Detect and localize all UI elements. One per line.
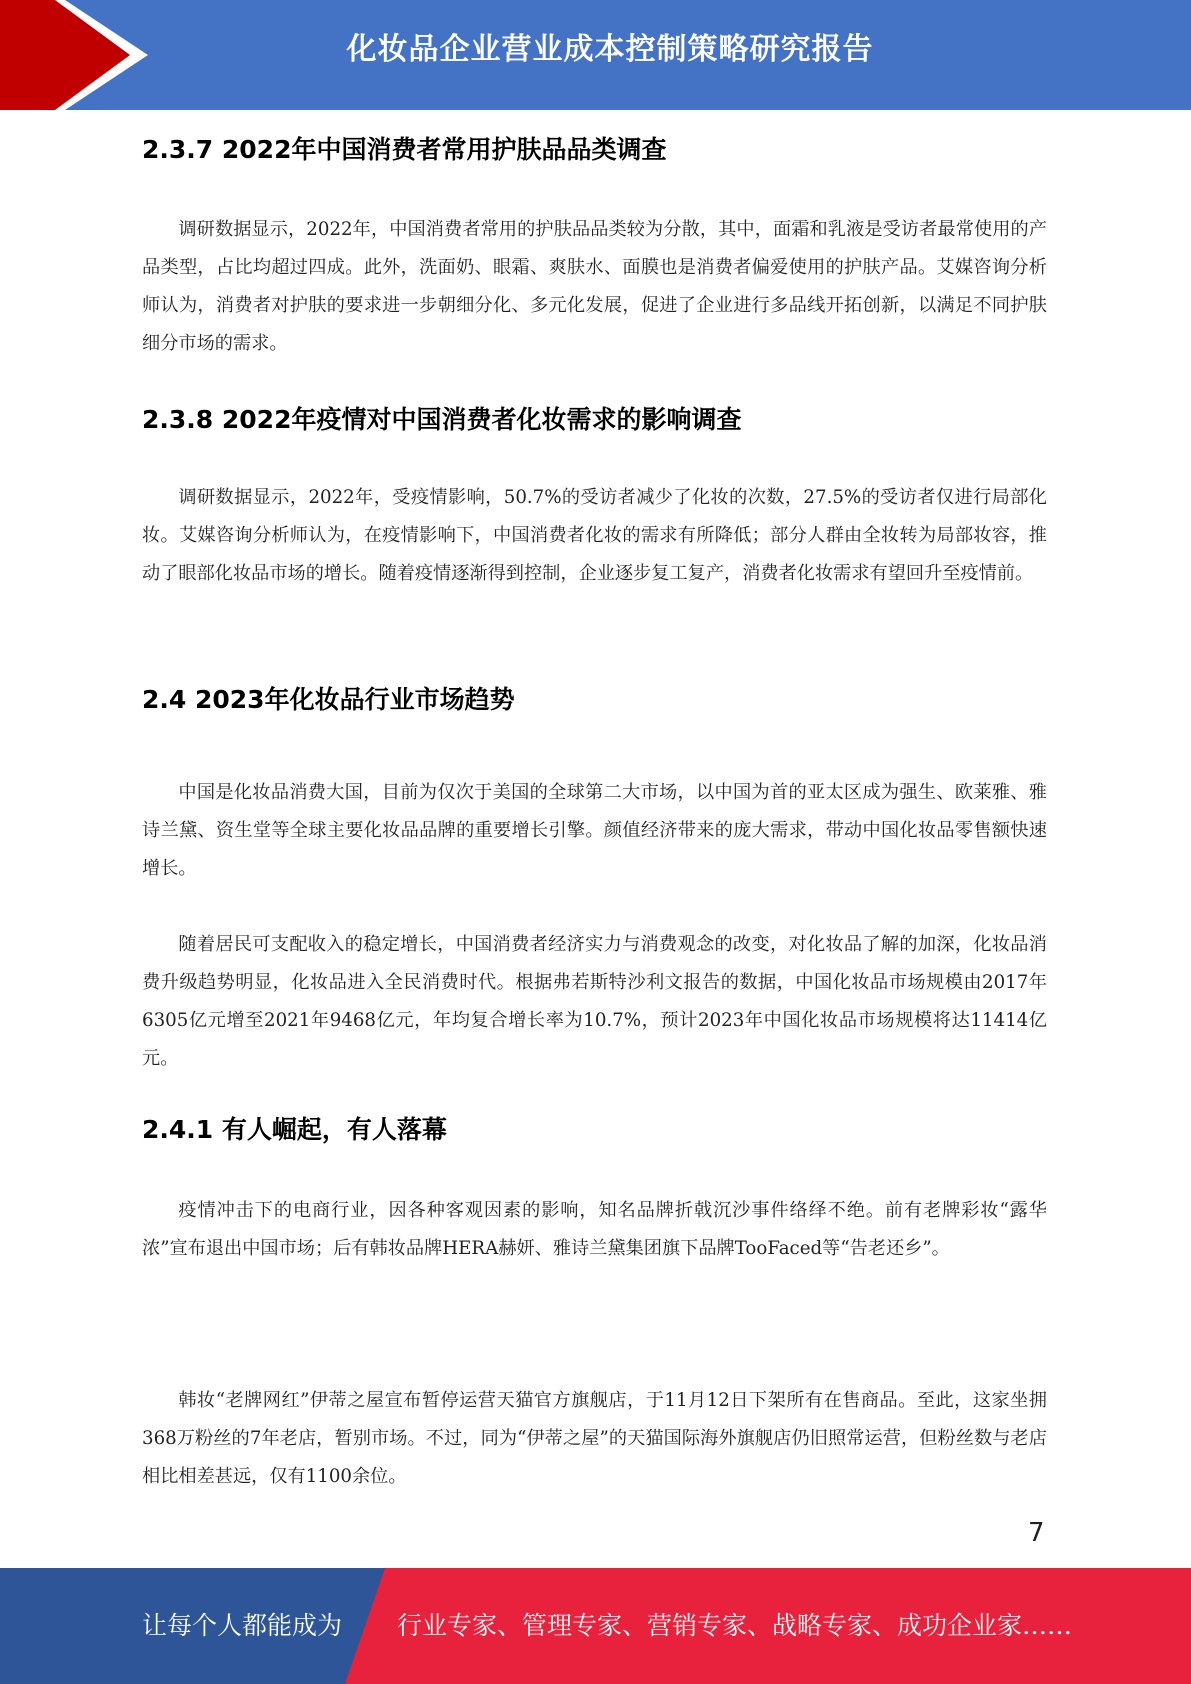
paragraph: 疫情冲击下的电商行业，因各种客观因素的影响，知名品牌折戟沉沙事件络绎不绝。前有老牌彩妆“露华浓”宣布退出中国市场；后有韩妆品牌HERA赫妍、雅诗兰黛集团旗下品牌TooFaced等“告老还乡”。 bbox=[142, 1200, 1047, 1259]
document-title: 化妆品企业营业成本控制策略研究报告 bbox=[346, 32, 874, 67]
section-heading: 2.3.8 2022年疫情对中国消费者化妆需求的影响调查 bbox=[142, 405, 742, 434]
paragraph: 调研数据显示，2022年，受疫情影响，50.7%的受访者减少了化妆的次数，27.5%的受访者仅进行局部化妆。艾媒咨询分析师认为，在疫情影响下，中国消费者化妆的需求有所降低；部分人群由全妆转为局部妆容，推动了眼部化妆品市场的增长。随着疫情逐渐得到控制，企业逐步复工复产，消费者化妆需求有望回升至疫情前。 bbox=[142, 487, 1047, 584]
header-arrow-decoration bbox=[0, 0, 160, 110]
section-heading: 2.4 2023年化妆品行业市场趋势 bbox=[142, 685, 515, 714]
page-header bbox=[0, 0, 1191, 110]
paragraph: 中国是化妆品消费大国，目前为仅次于美国的全球第二大市场，以中国为首的亚太区成为强生、欧莱雅、雅诗兰黛、资生堂等全球主要化妆品品牌的重要增长引擎。颜值经济带来的庞大需求，带动中国化妆品零售额快速增长。 bbox=[142, 782, 1047, 879]
footer-slogan-right: 行业专家、管理专家、营销专家、战略专家、成功企业家…… bbox=[397, 1611, 1073, 1640]
paragraph: 韩妆“老牌网红”伊蒂之屋宣布暂停运营天猫官方旗舰店，于11月12日下架所有在售商品。至此，这家坐拥368万粉丝的7年老店，暂别市场。不过，同为“伊蒂之屋”的天猫国际海外旗舰店仍旧照常运营，但粉丝数与老店相比相差甚远，仅有1100余位。 bbox=[142, 1390, 1047, 1487]
paragraph: 随着居民可支配收入的稳定增长，中国消费者经济实力与消费观念的改变，对化妆品了解的加深，化妆品消费升级趋势明显，化妆品进入全民消费时代。根据弗若斯特沙利文报告的数据，中国化妆品市场规模由2017年6305亿元增至2021年9468亿元，年均复合增长率为10.7%，预计2023年中国化妆品市场规模将达11414亿元。 bbox=[142, 934, 1047, 1069]
paragraph: 调研数据显示，2022年，中国消费者常用的护肤品品类较为分散，其中，面霜和乳液是受访者最常使用的产品类型，占比均超过四成。此外，洗面奶、眼霜、爽肤水、面膜也是消费者偏爱使用的护肤产品。艾媒咨询分析师认为，消费者对护肤的要求进一步朝细分化、多元化发展，促进了企业进行多品线开拓创新，以满足不同护肤细分市场的需求。 bbox=[142, 219, 1047, 354]
footer-slogan-left: 让每个人都能成为 bbox=[142, 1611, 343, 1640]
page-footer bbox=[0, 1568, 1191, 1684]
section-heading: 2.3.7 2022年中国消费者常用护肤品品类调查 bbox=[142, 135, 667, 164]
section-heading: 2.4.1 有人崛起，有人落幕 bbox=[142, 1115, 447, 1144]
page-number: 7 bbox=[1028, 1518, 1045, 1548]
